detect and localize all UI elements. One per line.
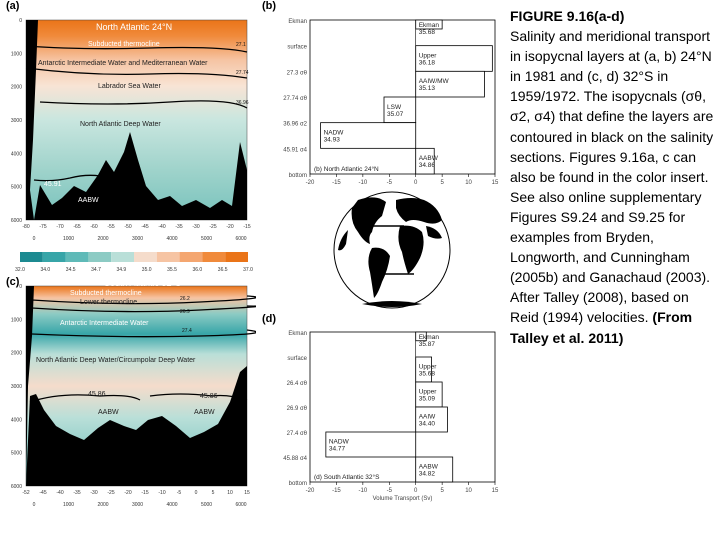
panel-b-chart	[260, 12, 510, 192]
panel-b-label: (b)	[262, 0, 277, 12]
depth-tick-label: 2000	[10, 84, 22, 91]
x-tick-label: -15	[332, 180, 341, 186]
layer-name-label: Ekman	[418, 22, 439, 29]
layer-name-label: LSW	[387, 103, 402, 111]
figure-caption	[510, 6, 715, 348]
section-c-wm-thermocline: Subducted thermocline	[70, 290, 142, 297]
layer-name-label: Ekman	[418, 334, 439, 341]
x-tick-label: -20	[305, 180, 315, 186]
salinity-colorbar	[0, 250, 256, 276]
distance-tick-label: 1000	[62, 236, 75, 242]
layer-salinity-label: 34.40	[418, 420, 435, 428]
longitude-tick-label: -40	[56, 490, 64, 496]
section-c-contour-4586-east: 45.86	[200, 393, 218, 400]
section-c-lon-ticks	[22, 490, 250, 496]
layer-salinity-label: 35.87	[418, 341, 435, 348]
layer-boundary-label: 45.91 σ4	[283, 147, 307, 154]
layer-boundary-label: surface	[287, 356, 307, 362]
section-c-contour-262: 26.2	[180, 296, 190, 302]
distance-tick-label: 5000	[200, 502, 213, 508]
section-c-wm-nadw: North Atlantic Deep Water/Circumpolar Deep Water	[36, 357, 196, 364]
section-c-dist-ticks	[33, 502, 247, 508]
layer-boundary-label: Ekman	[288, 19, 307, 25]
distance-tick-label: 2000	[97, 236, 109, 242]
longitude-tick-label: -20	[124, 490, 132, 496]
layer-name-label: Upper	[418, 363, 437, 371]
panel-d-chart	[260, 318, 510, 508]
longitude-tick-label: -35	[73, 490, 81, 496]
x-tick-label: 5	[440, 488, 444, 494]
colorbar-tick-label: 34.5	[65, 267, 76, 273]
distance-tick-label: 3000	[131, 502, 144, 508]
longitude-tick-label: 5	[211, 490, 215, 496]
longitude-tick-label: -60	[90, 224, 98, 230]
colorbar-swatch	[20, 252, 43, 262]
depth-tick-label: 0	[19, 284, 22, 290]
panel-c-section	[0, 276, 256, 510]
x-tick-label: 0	[414, 180, 418, 186]
section-c-contour-269: 26.9	[180, 309, 190, 315]
layer-salinity-label: 35.68	[418, 370, 435, 378]
distance-tick-label: 0	[32, 502, 36, 508]
section-a-contour-271: 27.1	[236, 42, 246, 48]
chart-frame	[310, 332, 495, 482]
x-tick-label: 10	[465, 488, 472, 494]
x-tick-label: 0	[414, 488, 418, 494]
longitude-tick-label: -50	[124, 224, 132, 230]
section-c-contour-4586-west: 45.86	[88, 391, 106, 398]
longitude-tick-label: 10	[227, 490, 233, 496]
longitude-tick-label: -80	[22, 224, 30, 230]
colorbar-tick-label: 34.7	[91, 267, 101, 273]
section-location-map	[328, 186, 456, 314]
section-c-contour-274: 27.4	[182, 328, 192, 334]
colorbar-swatch	[111, 252, 134, 262]
caption-source: (From Talley et al. 2011)	[510, 309, 693, 346]
section-c-wm-lower: Lower thermocline	[80, 299, 138, 306]
depth-tick-label: 4000	[10, 151, 22, 158]
distance-tick-label: 5000	[200, 236, 213, 242]
layer-boundary-label: Ekman	[288, 331, 307, 337]
distance-tick-label: 1000	[62, 502, 75, 508]
layer-salinity-label: 35.09	[418, 395, 435, 403]
layer-boundary-label: bottom	[288, 173, 307, 179]
layer-salinity-label: 34.93	[323, 136, 340, 144]
colorbar-tick-label: 35.0	[141, 267, 152, 273]
layer-name-label: NADW	[328, 438, 349, 446]
layer-salinity-label: 34.82	[418, 470, 435, 478]
distance-tick-label: 0	[32, 236, 36, 242]
colorbar-swatch	[157, 252, 180, 262]
depth-tick-label: 2000	[10, 350, 22, 357]
colorbar-tick-label: 37.0	[243, 267, 253, 273]
colorbar-tick-label: 36.0	[192, 267, 203, 273]
section-a-wm-thermocline: Subducted thermocline	[88, 41, 160, 48]
section-a-wm-lsw: Labrador Sea Water	[98, 83, 161, 90]
section-c-wm-aabw-east: AABW	[194, 409, 215, 416]
x-tick-label: -10	[358, 180, 368, 186]
layer-name-label: AAIW/MW	[418, 78, 449, 86]
longitude-tick-label: 15	[244, 490, 250, 496]
layer-name-label: Upper	[418, 388, 437, 396]
depth-tick-label: 1000	[10, 51, 22, 58]
colorbar-swatch	[134, 252, 157, 262]
layer-name-label: AAIW	[418, 413, 436, 421]
section-c-title: South Atlantic 32°S	[104, 278, 182, 288]
x-tick-label: -20	[305, 488, 315, 494]
caption-body: Salinity and meridional transport in isopycnal layers at (a, b) 24°N in 1981 and (c, d) 32°S in 1959/1972. The isopycnals (σθ, σ2, σ4) that define the layers are contoured in black on the salinity sections. Figures 9.16a, c can also be found in the color insert. See also online supplementary Figures S9.24 and S9.25 for examples from Bryden, Longworth, and Cunningham (2005b) and Ganachaud (2003). After Talley (2008), based on Reid (1994) velocities.	[510, 28, 714, 326]
longitude-tick-label: -10	[158, 490, 166, 496]
depth-tick-label: 0	[19, 18, 22, 24]
x-tick-label: 5	[440, 180, 444, 186]
depth-tick-label: 6000	[10, 484, 22, 490]
layer-boundary-label: 27.74 σθ	[283, 96, 307, 102]
distance-tick-label: 3000	[131, 236, 144, 242]
colorbar-swatch	[43, 252, 66, 262]
longitude-tick-label: -30	[192, 224, 200, 230]
longitude-tick-label: -25	[209, 224, 217, 230]
longitude-tick-label: -30	[90, 490, 98, 496]
longitude-tick-label: -15	[243, 224, 251, 230]
layer-boundary-label: bottom	[288, 481, 307, 487]
layer-salinity-label: 34.86	[418, 162, 435, 170]
layer-salinity-label: 36.18	[418, 59, 435, 67]
colorbar-tick-label: 34.0	[40, 267, 51, 273]
colorbar-swatch	[66, 252, 89, 262]
layer-boundary-label: 27.3 σθ	[286, 70, 307, 77]
longitude-tick-label: -75	[39, 224, 47, 230]
depth-tick-label: 5000	[10, 450, 22, 457]
x-tick-label: -5	[386, 488, 392, 494]
colorbar-tick-label: 32.0	[15, 267, 25, 273]
section-a-wm-aabw: AABW	[78, 197, 99, 204]
longitude-tick-label: 0	[194, 490, 198, 496]
depth-tick-label: 3000	[10, 384, 22, 390]
layer-name-label: AABW	[418, 463, 438, 471]
layer-boundary-label: surface	[287, 44, 307, 51]
section-a-contour-3696: 36.96	[236, 100, 249, 106]
colorbar-swatch	[225, 252, 248, 262]
layer-salinity-label: 35.13	[418, 85, 435, 93]
x-tick-label: 15	[491, 488, 499, 494]
longitude-tick-label: -45	[141, 224, 149, 230]
distance-tick-label: 4000	[166, 502, 178, 508]
layer-salinity-label: 34.77	[328, 445, 346, 453]
colorbar-swatch	[202, 252, 225, 262]
x-tick-label: -10	[358, 488, 368, 494]
colorbar-tick-label: 36.5	[217, 267, 228, 273]
longitude-tick-label: -65	[73, 224, 81, 230]
layer-name-label: AABW	[418, 155, 438, 163]
depth-tick-label: 6000	[10, 218, 22, 224]
distance-tick-label: 6000	[235, 236, 247, 242]
chart-section-title: (b) North Atlantic 24°N	[314, 166, 379, 173]
depth-tick-label: 1000	[10, 317, 22, 324]
x-tick-label: 15	[491, 180, 499, 186]
distance-tick-label: 2000	[97, 502, 109, 508]
depth-tick-label: 3000	[10, 118, 22, 124]
section-c-wm-aaiw: Antarctic Intermediate Water	[60, 320, 149, 327]
x-tick-label: -5	[386, 180, 392, 186]
section-a-contour-2774: 27.74	[236, 70, 249, 76]
section-a-contour-4591: 45.91	[44, 181, 62, 188]
section-a-depth-ticks	[11, 18, 22, 224]
longitude-tick-label: -5	[176, 490, 182, 496]
layer-salinity-label: 35.68	[418, 29, 435, 36]
distance-tick-label: 4000	[166, 236, 178, 242]
section-c-wm-aabw-west: AABW	[98, 409, 119, 416]
colorbar-swatch	[180, 252, 203, 262]
layer-name-label: NADW	[323, 129, 344, 137]
panel-a-section	[0, 10, 256, 244]
longitude-tick-label: -70	[56, 224, 64, 230]
section-a-wm-aaiw: Antarctic Intermediate Water and Mediterranean Water	[38, 60, 208, 67]
layer-boundary-label: 26.4 σθ	[286, 381, 307, 387]
colorbar-swatch	[88, 252, 111, 262]
section-c-depth-ticks	[11, 284, 22, 490]
chart-section-title: (d) South Atlantic 32°S	[314, 474, 380, 481]
longitude-tick-label: -40	[158, 224, 166, 230]
section-a-title: North Atlantic 24°N	[96, 22, 173, 32]
longitude-tick-label: -35	[175, 224, 183, 230]
layer-name-label: Upper	[418, 52, 437, 60]
panel-a-label: (a)	[6, 0, 20, 12]
section-a-dist-ticks	[33, 236, 247, 242]
distance-tick-label: 6000	[235, 502, 247, 508]
depth-tick-label: 4000	[10, 417, 22, 424]
layer-boundary-label: 45.88 σ4	[283, 456, 307, 462]
layer-boundary-label: 26.9 σθ	[286, 406, 307, 412]
colorbar-tick-label: 35.5	[167, 267, 177, 273]
x-tick-label: -15	[332, 488, 341, 494]
colorbar-tick-label: 34.9	[116, 267, 127, 273]
layer-boundary-label: 36.96 σ2	[283, 121, 307, 128]
longitude-tick-label: -25	[107, 490, 115, 496]
section-a-wm-nadw: North Atlantic Deep Water	[80, 121, 161, 128]
layer-salinity-label: 35.07	[387, 110, 404, 118]
section-a-lon-ticks	[22, 224, 250, 230]
x-tick-label: 10	[465, 180, 472, 186]
longitude-tick-label: -20	[226, 224, 234, 230]
longitude-tick-label: -55	[107, 224, 115, 230]
panel-d-label: (d)	[262, 313, 277, 325]
layer-boundary-label: 27.4 σθ	[286, 431, 307, 437]
longitude-tick-label: -45	[39, 490, 47, 496]
panel-c-label: (c)	[6, 276, 20, 288]
caption-title: FIGURE 9.16(a-d)	[510, 8, 625, 24]
x-axis-label: Volume Transport (Sv)	[372, 496, 433, 502]
longitude-tick-label: -15	[141, 490, 149, 496]
depth-tick-label: 5000	[10, 184, 22, 191]
longitude-tick-label: -52	[22, 490, 30, 496]
